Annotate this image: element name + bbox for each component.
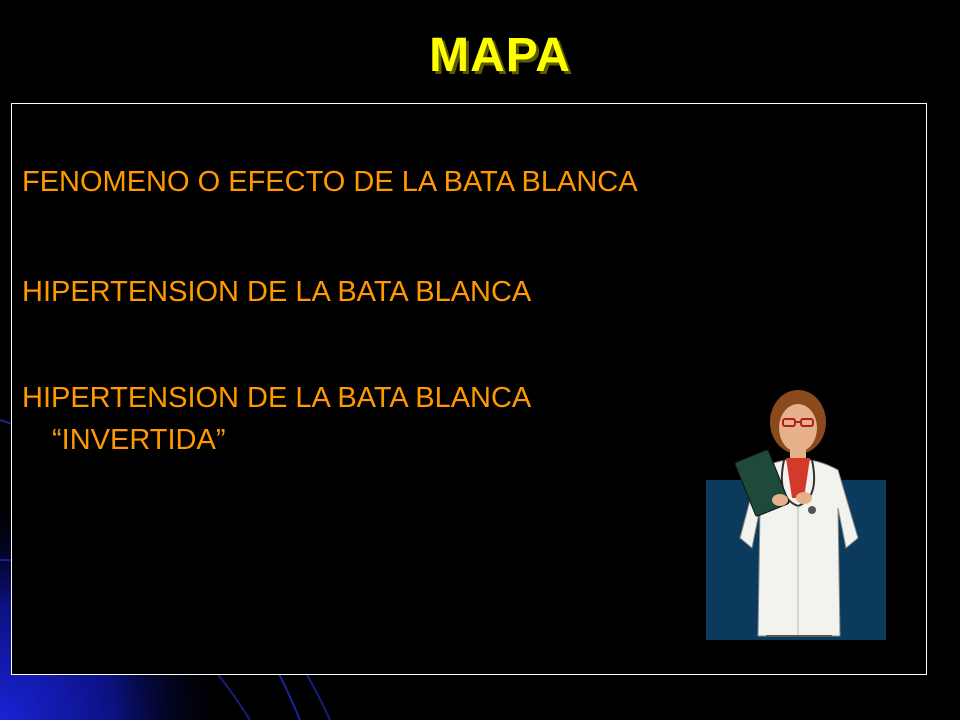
slide-title: MAPA: [429, 29, 571, 82]
bullet-line-2: HIPERTENSION DE LA BATA BLANCA: [22, 276, 532, 308]
bullet-line-3-continuation: “INVERTIDA”: [52, 424, 226, 456]
bullet-line-1: FENOMENO O EFECTO DE LA BATA BLANCA: [22, 166, 638, 198]
bullet-line-3: HIPERTENSION DE LA BATA BLANCA: [22, 382, 532, 414]
doctor-with-clipboard-icon: [706, 388, 886, 640]
